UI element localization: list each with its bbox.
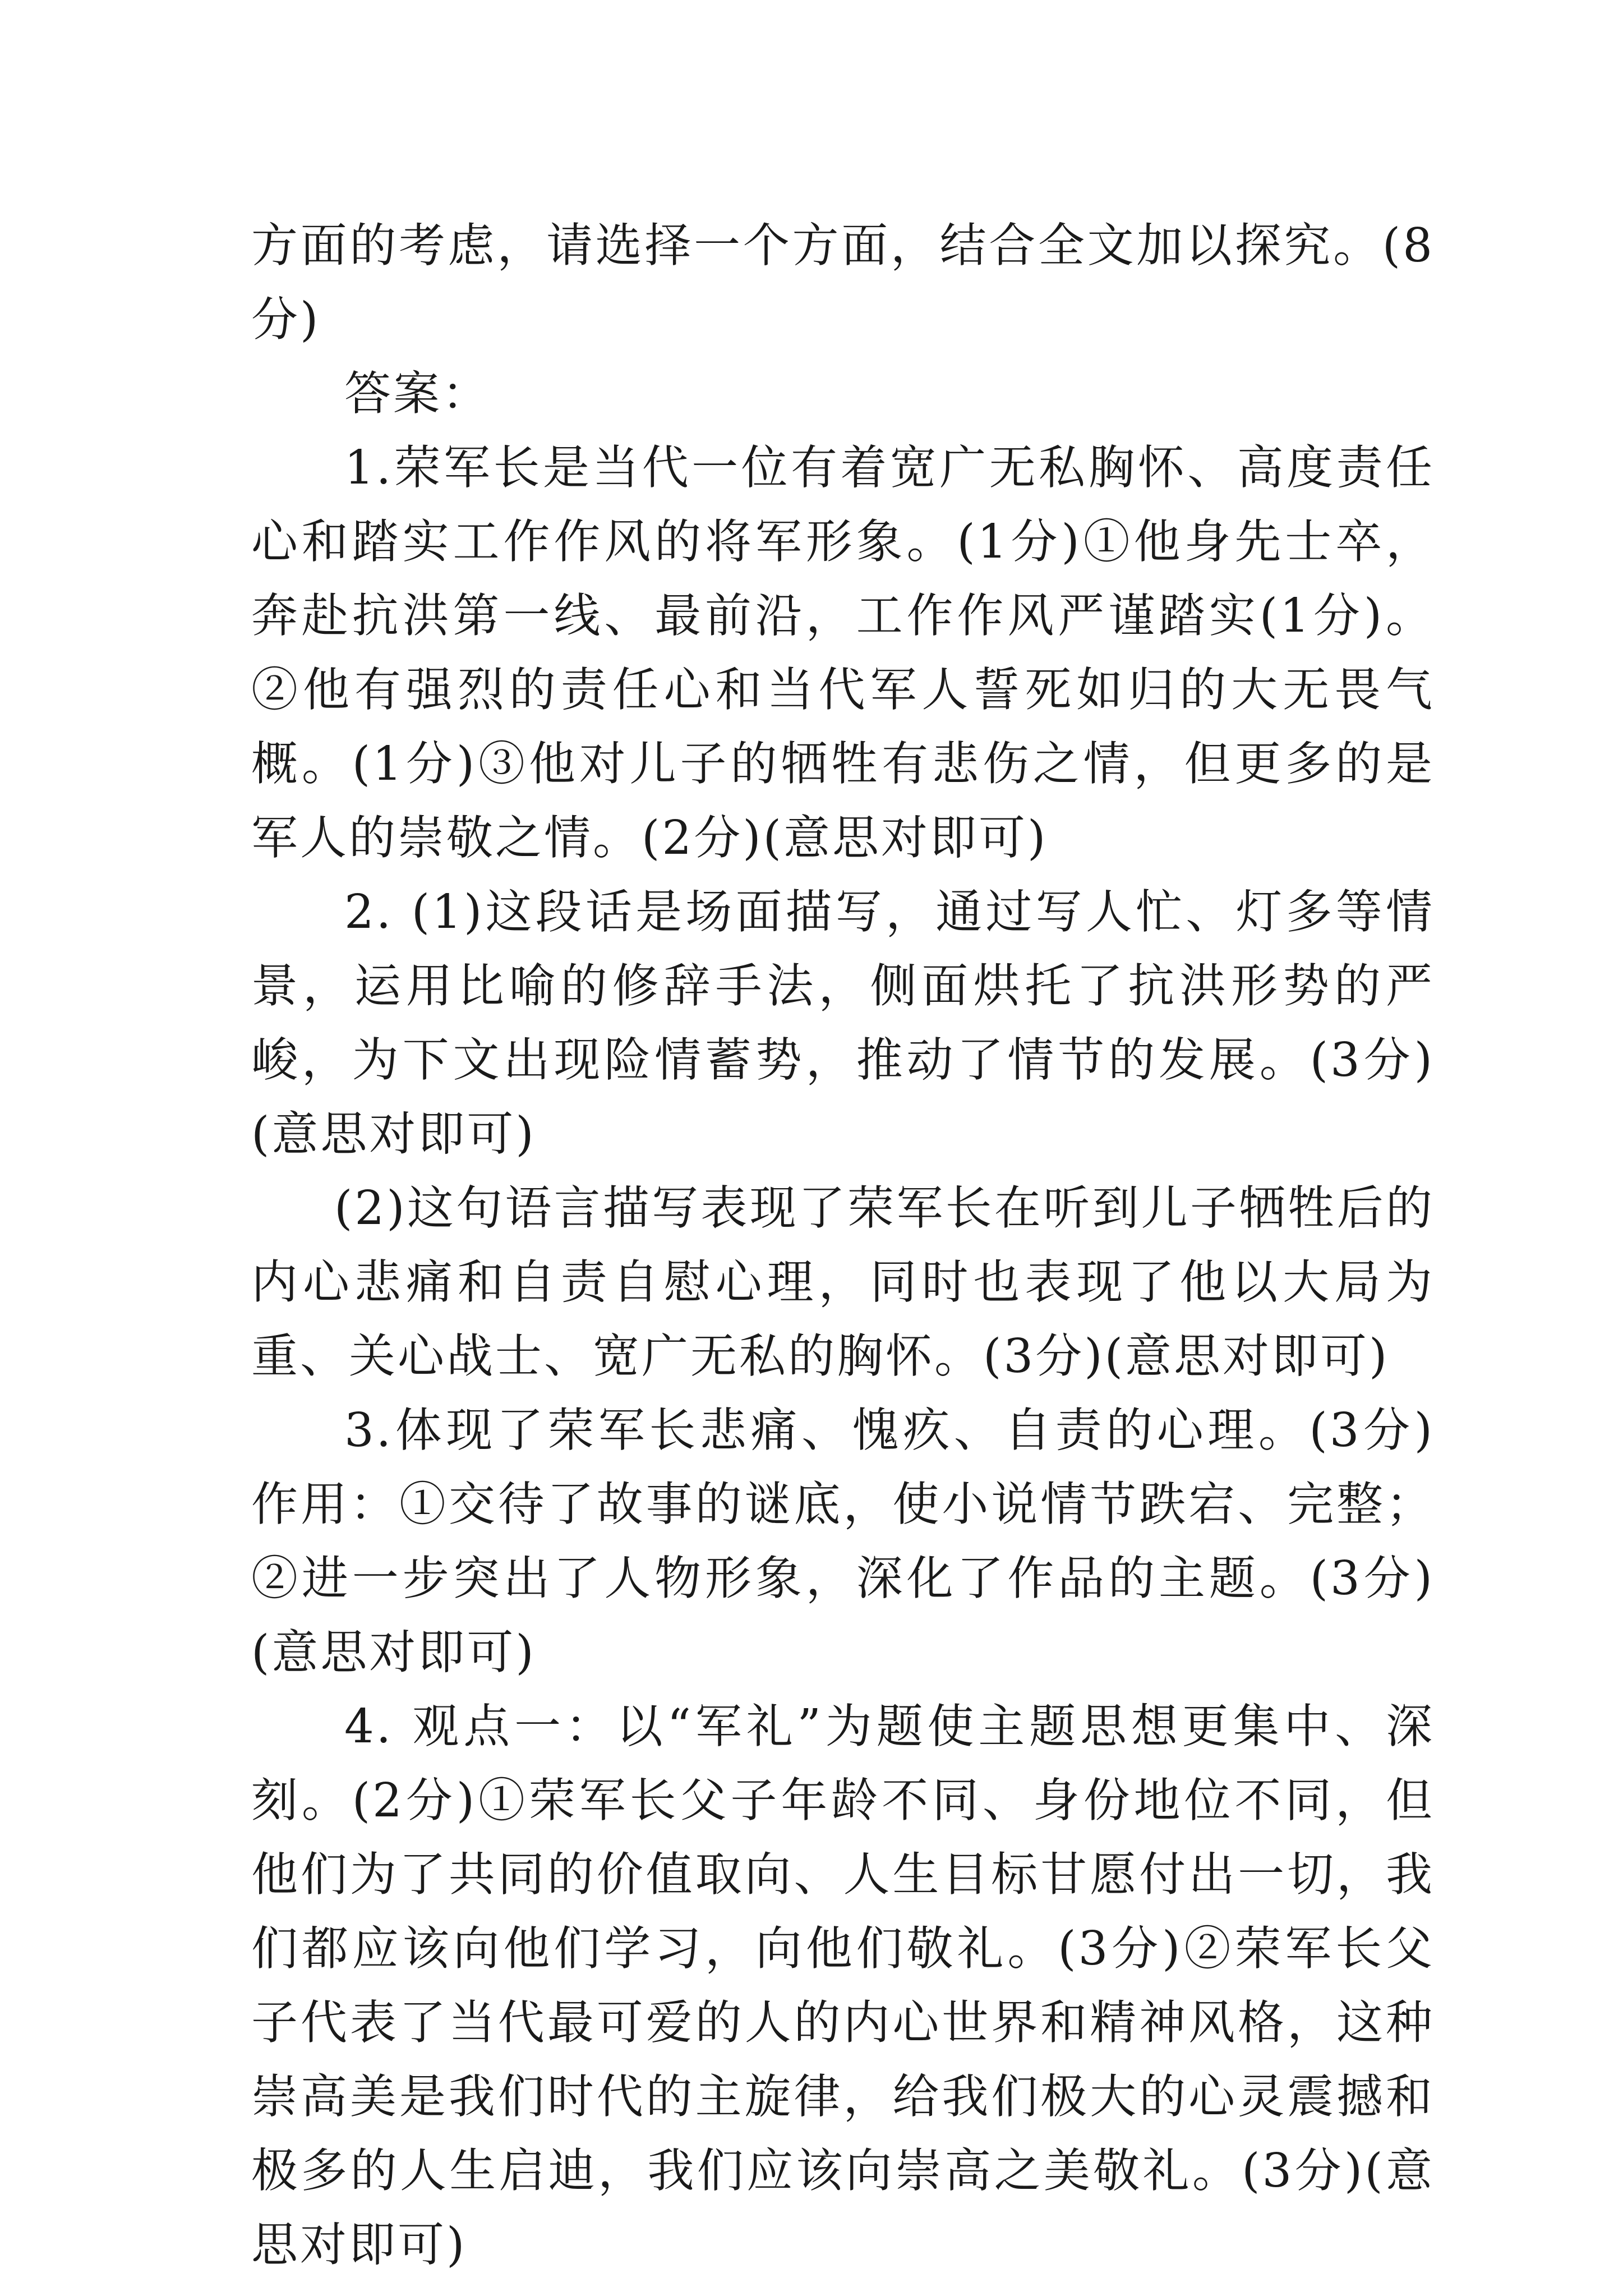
paragraph-answer-heading: 答案： [344, 366, 491, 421]
paragraph-answer-1: 1.荣军长是当代一位有着宽广无私胸怀、高度责任心和踏实工作作风的将军形象。(1分)①他身先士卒，奔赴抗洪第一线、最前沿，工作作风严谨踏实(1分)。②他有强烈的责任心和当代军人誓死如归的大无畏气概。(1分)③他对儿子的牺牲有悲伤之情，但更多的是军人的崇敬之情。(2分)(意思对即可) [251, 440, 1435, 865]
paragraph-question-tail: 方面的考虑，请选择一个方面，结合全文加以探究。(8分) [251, 218, 1435, 347]
paragraph-answer-2-part-1: 2. (1)这段话是场面描写，通过写人忙、灯多等情景，运用比喻的修辞手法，侧面烘托了抗洪形势的严峻，为下文出现险情蓄势，推动了情节的发展。(3分)(意思对即可) [251, 885, 1435, 1161]
document-body [251, 209, 1435, 2282]
paragraph-answer-4: 4. 观点一：以“军礼”为题使主题思想更集中、深刻。(2分)①荣军长父子年龄不同、身份地位不同，但他们为了共同的价值取向、人生目标甘愿付出一切，我们都应该向他们学习，向他们敬礼。(3分)②荣军长父子代表了当代最可爱的人的内心世界和精神风格，这种崇高美是我们时代的主旋律，给我们极大的心灵震撼和极多的人生启迪，我们应该向崇高之美敬礼。(3分)(意思对即可) [251, 1699, 1435, 2272]
paragraph-answer-2-part-2: (2)这句语言描写表现了荣军长在听到儿子牺牲后的内心悲痛和自责自慰心理，同时也表现了他以大局为重、关心战士、宽广无私的胸怀。(3分)(意思对即可) [251, 1181, 1435, 1383]
paragraph-answer-3: 3.体现了荣军长悲痛、愧疚、自责的心理。(3分)作用：①交待了故事的谜底，使小说情节跌宕、完整；②进一步突出了人物形象，深化了作品的主题。(3分)(意思对即可) [251, 1403, 1435, 1680]
